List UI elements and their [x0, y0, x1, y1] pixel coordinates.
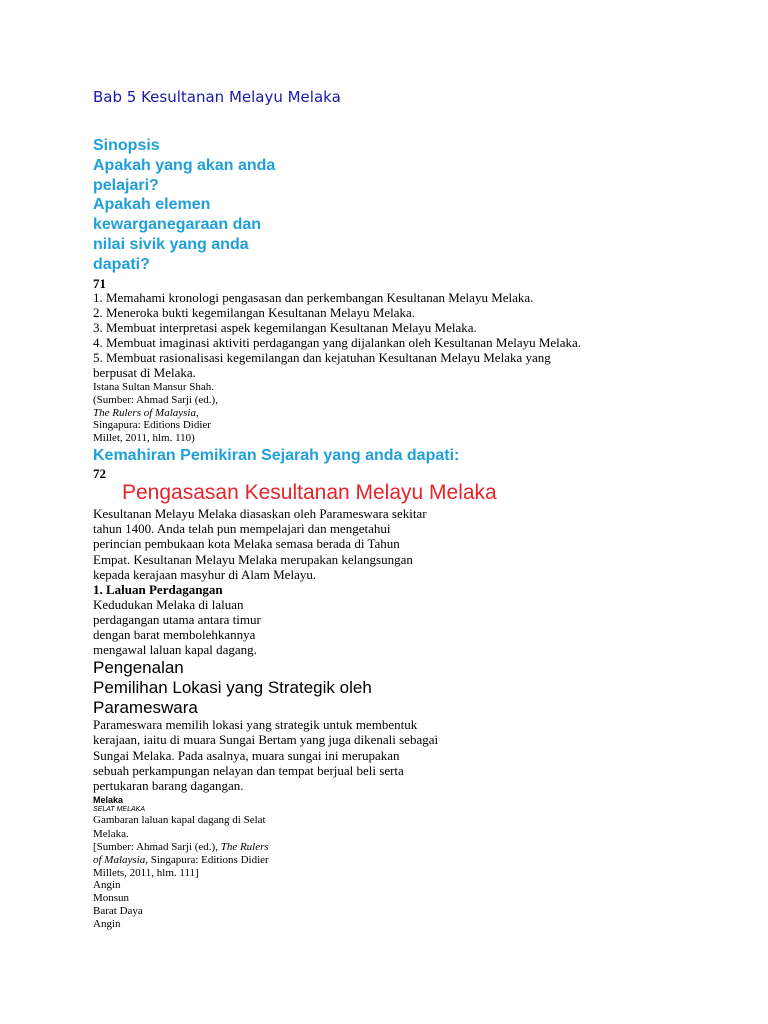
caption-italic-text: The Rulers	[220, 841, 269, 853]
caption-line: Melaka.	[93, 828, 129, 840]
synopsis-heading: Sinopsis	[93, 137, 160, 154]
paragraph-line: tahun 1400. Anda telah pun mempelajari dan mengetahui	[93, 521, 391, 536]
location-heading: Parameswara	[93, 698, 198, 717]
paragraph-line: perincian pembukaan kota Melaka semasa berada di Tahun	[93, 536, 400, 551]
page-number: 71	[93, 276, 106, 291]
section-title: Pengasasan Kesultanan Melayu Melaka	[122, 481, 497, 504]
chapter-title: Bab 5 Kesultanan Melayu Melaka	[93, 88, 341, 106]
subsection-heading: 1. Laluan Perdagangan	[93, 582, 223, 597]
synopsis-line: kewarganegaraan dan	[93, 216, 262, 233]
paragraph-line: pertukaran barang dagangan.	[93, 778, 244, 793]
paragraph-line: Sungai Melaka. Pada asalnya, muara sungai ini merupakan	[93, 748, 400, 763]
caption-line: The Rulers of Malaysia,	[93, 407, 199, 419]
paragraph-line: sebuah perkampungan nelayan dan tempat berjual beli serta	[93, 763, 404, 778]
caption-line: Gambaran laluan kapal dagang di Selat	[93, 814, 266, 826]
caption-line: Millets, 2011, hlm. 111]	[93, 867, 199, 879]
caption-text: , Singapura: Editions Didier	[145, 854, 269, 866]
caption-line	[93, 841, 269, 853]
caption-line: Singapura: Editions Didier	[93, 419, 211, 431]
objective-item: 3. Membuat interpretasi aspek kegemilangan Kesultanan Melayu Melaka.	[93, 320, 477, 335]
wind-label: Angin	[93, 918, 121, 930]
map-label: Melaka	[93, 795, 124, 805]
paragraph-line: Empat. Kesultanan Melayu Melaka merupakan kelangsungan	[93, 552, 413, 567]
objective-item: 2. Meneroka bukti kegemilangan Kesultanan Melayu Melaka.	[93, 305, 416, 320]
intro-heading: Pengenalan	[93, 658, 184, 677]
paragraph-line: kepada kerajaan masyhur di Alam Melayu.	[93, 567, 317, 582]
caption-italic-text: of Malaysia	[93, 854, 146, 866]
synopsis-line: Apakah yang akan anda	[93, 157, 276, 174]
wind-label: Monsun	[93, 892, 130, 904]
paragraph-line: perdagangan utama antara timur	[93, 612, 261, 627]
caption-line: Istana Sultan Mansur Shah.	[93, 381, 214, 393]
objective-item: berpusat di Melaka.	[93, 365, 196, 380]
caption-line: (Sumber: Ahmad Sarji (ed.),	[93, 394, 218, 406]
wind-label: Angin	[93, 879, 121, 891]
synopsis-line: nilai sivik yang anda	[93, 236, 249, 253]
page-number: 72	[93, 466, 106, 481]
map-label: SELAT MELAKA	[93, 806, 146, 813]
synopsis-line: pelajari?	[93, 177, 159, 194]
paragraph-line: kerajaan, iaitu di muara Sungai Bertam yang juga dikenali sebagai	[93, 732, 439, 747]
paragraph-line: dengan barat membolehkannya	[93, 627, 256, 642]
objective-item: 4. Membuat imaginasi aktiviti perdagangan yang dijalankan oleh Kesultanan Melayu Melaka.	[93, 335, 582, 350]
objective-item: 5. Membuat rasionalisasi kegemilangan dan kejatuhan Kesultanan Melayu Melaka yang	[93, 350, 551, 365]
skills-heading: Kemahiran Pemikiran Sejarah yang anda dapati:	[93, 447, 460, 464]
wind-label: Barat Daya	[93, 905, 143, 917]
paragraph-line: Parameswara memilih lokasi yang strategik untuk membentuk	[93, 717, 418, 732]
location-heading: Pemilihan Lokasi yang Strategik oleh	[93, 678, 372, 697]
synopsis-line: Apakah elemen	[93, 196, 211, 213]
synopsis-line: dapati?	[93, 256, 150, 273]
paragraph-line: Kesultanan Melayu Melaka diasaskan oleh Parameswara sekitar	[93, 506, 427, 521]
caption-line: Millet, 2011, hlm. 110)	[93, 432, 195, 444]
caption-text: [Sumber: Ahmad Sarji (ed.),	[93, 841, 221, 853]
paragraph-line: mengawal laluan kapal dagang.	[93, 642, 257, 657]
paragraph-line: Kedudukan Melaka di laluan	[93, 597, 244, 612]
caption-line	[93, 854, 269, 866]
objective-item: 1. Memahami kronologi pengasasan dan perkembangan Kesultanan Melayu Melaka.	[93, 290, 534, 305]
